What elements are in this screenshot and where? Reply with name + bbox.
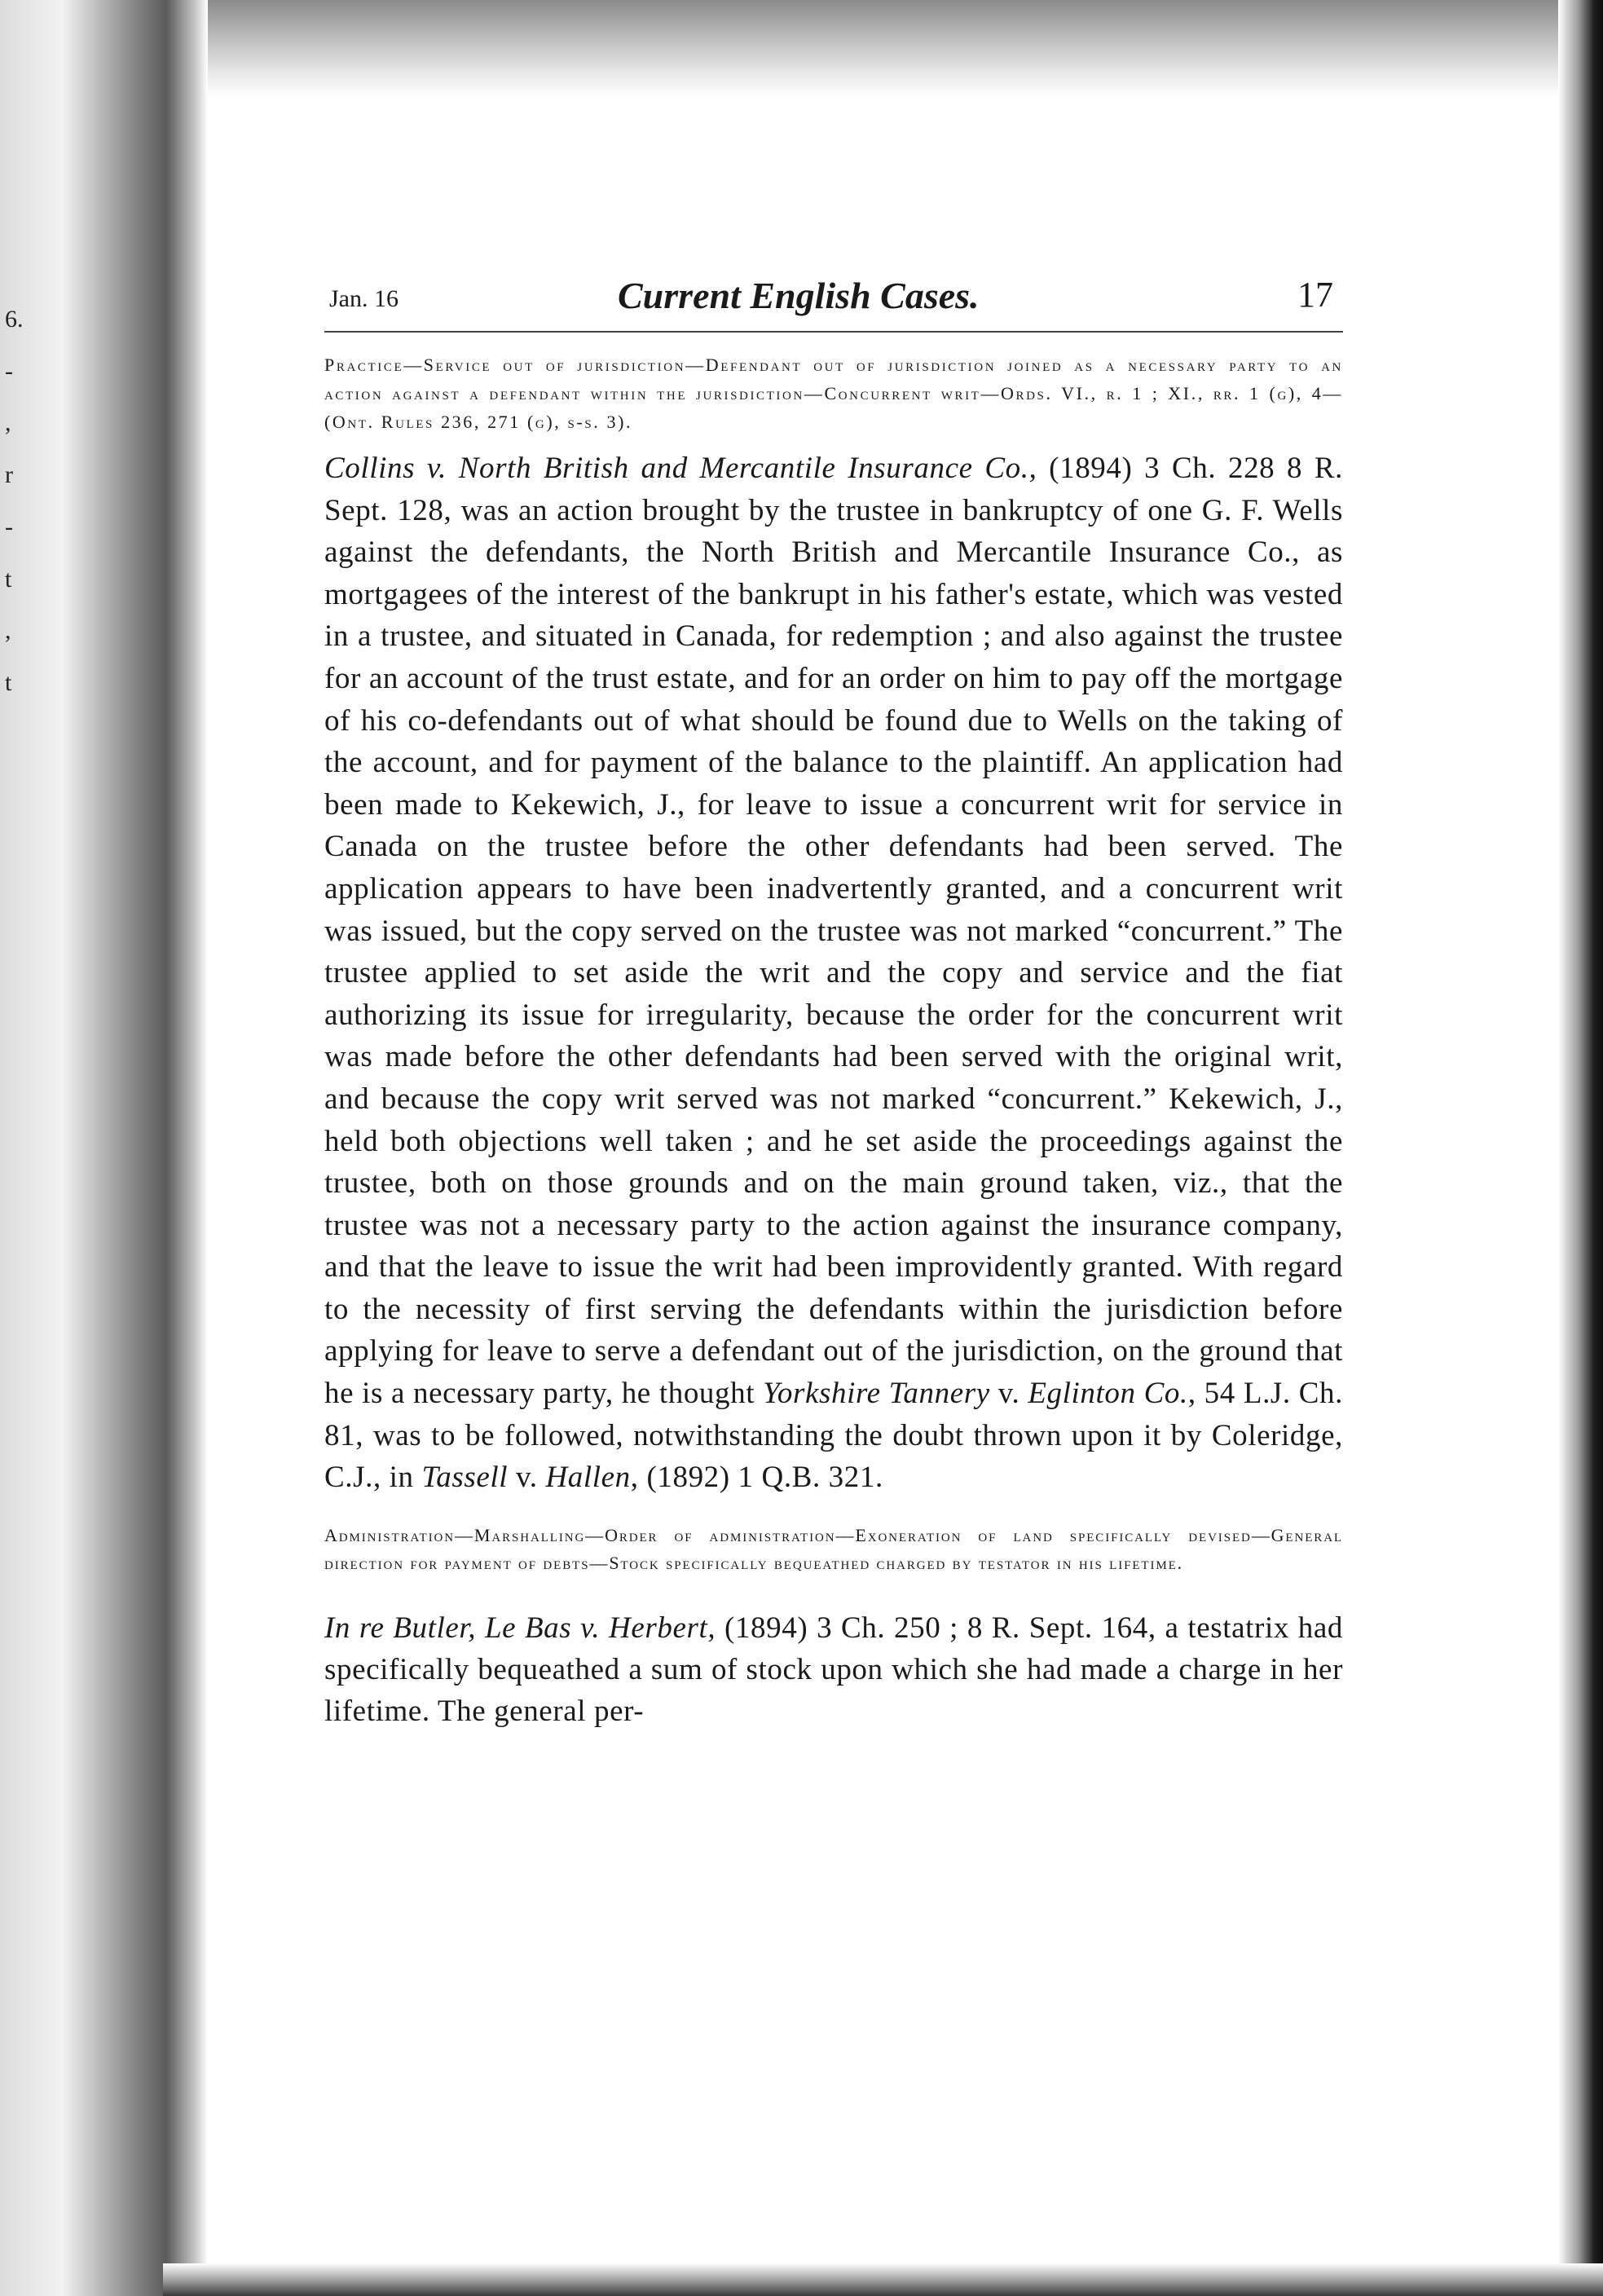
margin-mark: -	[5, 357, 13, 385]
case-butler-paragraph	[324, 1607, 1343, 1732]
case-text: , 54 L.J. Ch. 81, was to be followed, notwithstanding the doubt thrown upon it by Coleridge, C.J., in	[324, 1377, 1343, 1495]
headnote-practice: Practice—Service out of jurisdiction—Defendant out of jurisdiction joined as a necessary party to an action against a defendant within the jurisdiction—Concurrent writ—Ords. VI., r. 1 ; XI., rr. 1 (g), 4—(Ont. Rules 236, 271 (g), s-s. 3).	[324, 355, 1343, 432]
cited-case: Hallen	[545, 1461, 631, 1495]
case-butler	[324, 1607, 1343, 1732]
margin-mark: ,	[5, 409, 11, 437]
margin-mark: 6.	[5, 306, 24, 333]
margin-mark: t	[5, 668, 12, 696]
case-name: In re Butler, Le Bas v. Herbert,	[324, 1611, 716, 1645]
case-collins	[324, 447, 1343, 1499]
cited-case: Tassell	[421, 1461, 509, 1495]
scan-edge-right	[1558, 0, 1603, 2296]
case-name: Collins v. North British and Mercantile Insurance Co.,	[324, 452, 1037, 485]
margin-mark: r	[5, 461, 13, 489]
page	[324, 269, 1343, 1762]
scan-edge-bottom	[163, 2263, 1603, 2296]
cited-case: Yorkshire Tannery	[763, 1377, 990, 1411]
case-text: , (1892) 1 Q.B. 321.	[630, 1461, 883, 1495]
versus: v.	[508, 1461, 546, 1495]
headnote-administration: Administration—Marshalling—Order of administration—Exoneration of land specifically devised—General direction for payment of debts—Stock specifically bequeathed charged by testator in his lifetime.	[324, 1524, 1343, 1573]
scan-shadow-top	[163, 0, 1603, 98]
versus: v.	[989, 1377, 1028, 1411]
margin-marks	[5, 306, 34, 697]
margin-mark: -	[5, 513, 13, 540]
running-head-date: Jan. 16	[329, 285, 399, 312]
page-number: 17	[1297, 275, 1333, 315]
running-head-title: Current English Cases.	[618, 275, 980, 316]
case-collins-paragraph	[324, 447, 1343, 1499]
case-text: (1894) 3 Ch. 228 8 R. Sept. 128, was an action brought by the trustee in bankruptcy of one G. F. Wells against the defendants, the North British and Mercantile Insurance Co., as mortgagees of the interest of the bankrupt in his father's estate, which was vested in a trustee, and situated in Canada, for redemption ; and also against the trustee for an account of the trust estate, and for an order on him to pay off the mortgage of his co-defendants out of what should be found due to Wells on the taking of the account, and for payment of the balance to the plaintiff. An application had been made to Kekewich, J., for leave to issue a concurrent writ for service in Canada on the trustee before the other defendants had been served. The application appears to have been inadvertently granted, and a concurrent writ was issued, but the copy served on the trustee was not marked “concurrent.” The trustee applied to set aside the writ and the copy and service and the fiat authorizing its issue for irregularity, because the order for the concurrent writ was made before the other defendants had been served with the original writ, and because the copy writ served was not marked “concurrent.” Kekewich, J., held both objections well taken ; and he set aside the proceedings against the trustee, both on those grounds and on the main ground taken, viz., that the trustee was not a necessary party to the action against the insurance company, and that the leave to issue the writ had been improvidently granted. With regard to the necessity of first serving the defendants within the jurisdiction before applying for leave to serve a defendant out of the jurisdiction, on the ground that he is a necessary party, he thought	[324, 452, 1343, 1411]
case-text: (1894) 3 Ch. 250 ; 8 R. Sept. 164, a testatrix had specifically bequeathed a sum of stock upon which she had made a charge in her lifetime. The general per-	[324, 1611, 1343, 1728]
margin-mark: t	[5, 565, 12, 593]
running-head	[324, 269, 1343, 333]
cited-case: Eglinton Co.	[1028, 1377, 1188, 1411]
margin-mark: ,	[5, 617, 11, 645]
